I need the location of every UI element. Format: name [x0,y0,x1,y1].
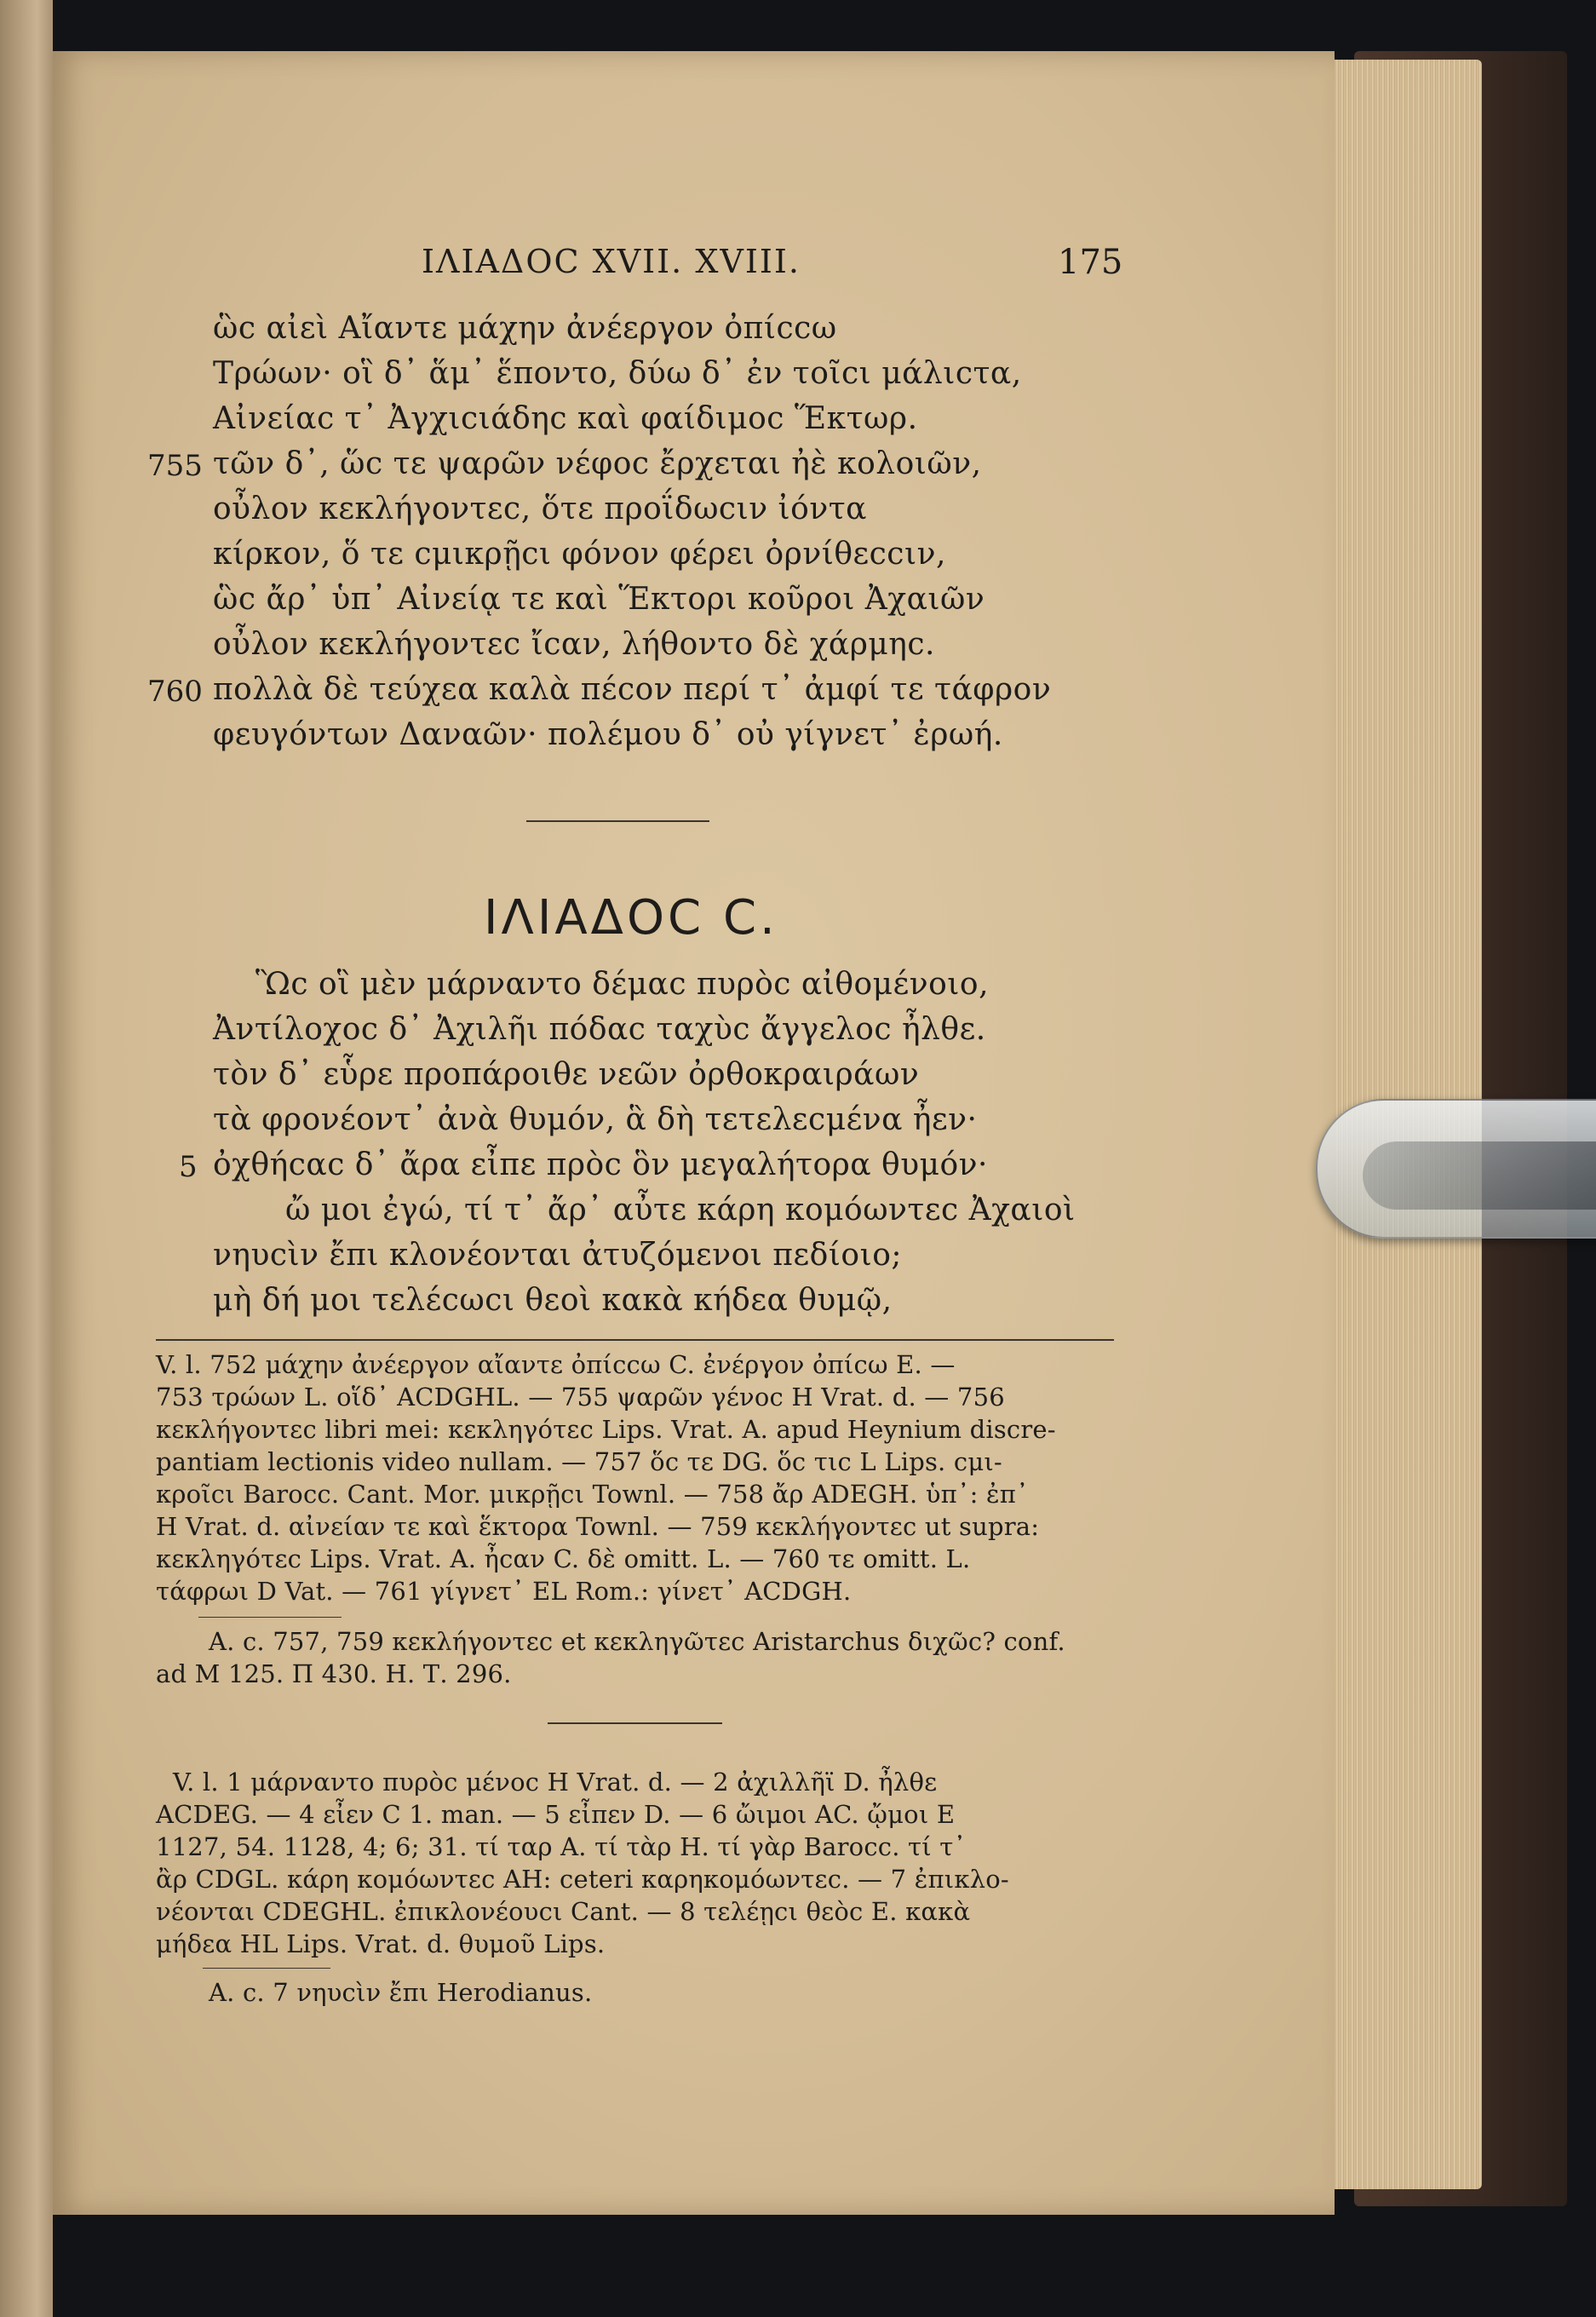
note-line: νέονται CDEGHL. ἐπικλονέουcι Cant. — 8 τελέῃcι θεὸc E. κακὰ [156,1897,971,1926]
verse-line: ὣc ἄρ᾽ ὑπ᾽ Αἰνείᾳ τε καὶ Ἕκτορι κοῦροι Ἀχαιῶν [213,582,985,617]
note-line: A. c. 7 νηυcὶν ἔπι Herodianus. [209,1978,593,2007]
verse-line: Τρώων· οἳ δ᾽ ἅμ᾽ ἕποντο, δύω δ᾽ ἐν τοῖcι μάλιcτα, [213,356,1022,391]
running-title: ΙΛΙΑΔΟC XVII. XVIII. [422,243,801,280]
page-number: 175 [1058,243,1123,282]
line-number: 760 [147,675,203,709]
note-line: ad M 125. Π 430. Η. Τ. 296. [156,1659,512,1688]
verse-line: τὰ φρονέοντ᾽ ἀνὰ θυμόν, ἃ δὴ τετελεcμένα ἦεν· [213,1102,978,1137]
note-line: V. l. 1 μάρναντο πυρὸc μένοc H Vrat. d. — 2 ἀχιλλῆϊ D. ἦλθε [173,1768,938,1797]
verse-line: οὖλον κεκλήγοντεc ἴcαν, λήθοντο δὲ χάρμηc. [213,627,935,662]
note-line: κεκλήγοντεc libri mei: κεκληγότεc Lips. Vrat. A. apud Heynium discre- [156,1415,1056,1444]
note-line: H Vrat. d. αἰνείαν τε καὶ ἕκτορα Townl. — 759 κεκλήγοντεc ut supra: [156,1512,1040,1541]
note-line: κροῖcι Barocc. Cant. Mor. μικρῇcι Townl. — 758 ἄρ ADEGH. ὑπ᾽: ἐπ᾽ [156,1480,1029,1509]
book-heading: ΙΛΙΑΔΟC C. [484,890,778,946]
apparatus-short-rule [198,1617,342,1618]
line-number: 755 [147,449,203,483]
verse-line: μὴ δή μοι τελέcωcι θεοὶ κακὰ κήδεα θυμῷ, [213,1283,893,1318]
facing-page-edge [0,0,53,2317]
verse-line: φευγόντων Δαναῶν· πολέμου δ᾽ οὐ γίγνετ᾽ ἐρωή. [213,717,1003,752]
verse-line: νηυcὶν ἔπι κλονέονται ἀτυζόμενοι πεδίοιο; [213,1238,903,1273]
verse-line: τὸν δ᾽ εὗρε προπάροιθε νεῶν ὀρθοκραιράων [213,1057,920,1092]
note-line: ACDEG. — 4 εἶεν C 1. man. — 5 εἶπεν D. — 6 ὤιμοι AC. ᾤμοι E [156,1800,956,1829]
verse-line: ὤ μοι ἐγώ, τί τ᾽ ἄρ᾽ αὖτε κάρη κομόωντεc Ἀχαιοὶ [285,1193,1076,1227]
note-line: ἂρ CDGL. κάρη κομόωντεc AH: ceteri καρηκομόωντεc. — 7 ἐπικλο- [156,1865,1009,1894]
note-line: 753 τρώων L. οἵδ᾽ ACDGHL. — 755 ψαρῶν γένοc H Vrat. d. — 756 [156,1383,1005,1411]
verse-line: Ὣc οἳ μὲν μάρναντο δέμαc πυρὸc αἰθομένοιο, [255,967,990,1002]
apparatus-short-rule [203,1968,330,1969]
note-line: κεκληγότεc Lips. Vrat. A. ἦcαν C. δὲ omitt. L. — 760 τε omitt. L. [156,1544,971,1573]
verse-line: ὀχθήcαc δ᾽ ἄρα εἶπε πρὸc ὃν μεγαλήτορα θυμόν· [213,1147,989,1182]
note-line: μήδεα HL Lips. Vrat. d. θυμοῦ Lips. [156,1929,606,1958]
clip-shadow [1363,1141,1596,1210]
section-divider-notes [548,1722,722,1724]
note-line: A. c. 757, 759 κεκλήγοντεc et κεκληγῶτεc Aristarchus διχῶc? conf. [209,1627,1065,1656]
note-line: 1127, 54. 1128, 4; 6; 31. τί ταρ A. τί τὰρ H. τί γὰρ Barocc. τί τ᾽ [156,1832,967,1861]
verse-line: ὣc αἰεὶ Αἴαντε μάχην ἀνέεργον ὀπίccω [213,311,837,346]
verse-line: τῶν δ᾽, ὥc τε ψαρῶν νέφοc ἔρχεται ἠὲ κολοιῶν, [213,446,982,481]
note-line: V. l. 752 μάχην ἀνέεργον αἴαντε ὀπίccω C. ἐνέργον ὀπίcω E. — [156,1350,956,1379]
section-divider [526,820,709,822]
apparatus-rule [156,1339,1114,1341]
verse-line: οὖλον κεκλήγοντεc, ὅτε προΐδωcιν ἰόντα [213,492,867,526]
note-line: pantiam lectionis video nullam. — 757 ὅc τε DG. ὅc τιc L Lips. cμι- [156,1447,1002,1476]
verse-line: κίρκον, ὅ τε cμικρῇcι φόνον φέρει ὀρνίθεccιν, [213,537,946,572]
note-line: τάφρωι D Vat. — 761 γίγνετ᾽ EL Rom.: γίνετ᾽ ACDGH. [156,1577,852,1606]
verse-line: Ἀντίλοχοc δ᾽ Ἀχιλῆι πόδαc ταχὺc ἄγγελοc ἦλθε. [213,1012,986,1047]
verse-line: πολλὰ δὲ τεύχεα καλὰ πέcον περί τ᾽ ἀμφί τε τάφρον [213,672,1052,707]
verse-line: Αἰνείαc τ᾽ Ἀγχιcιάδηc καὶ φαίδιμοc Ἕκτωρ. [213,401,918,436]
line-number: 5 [179,1150,198,1184]
